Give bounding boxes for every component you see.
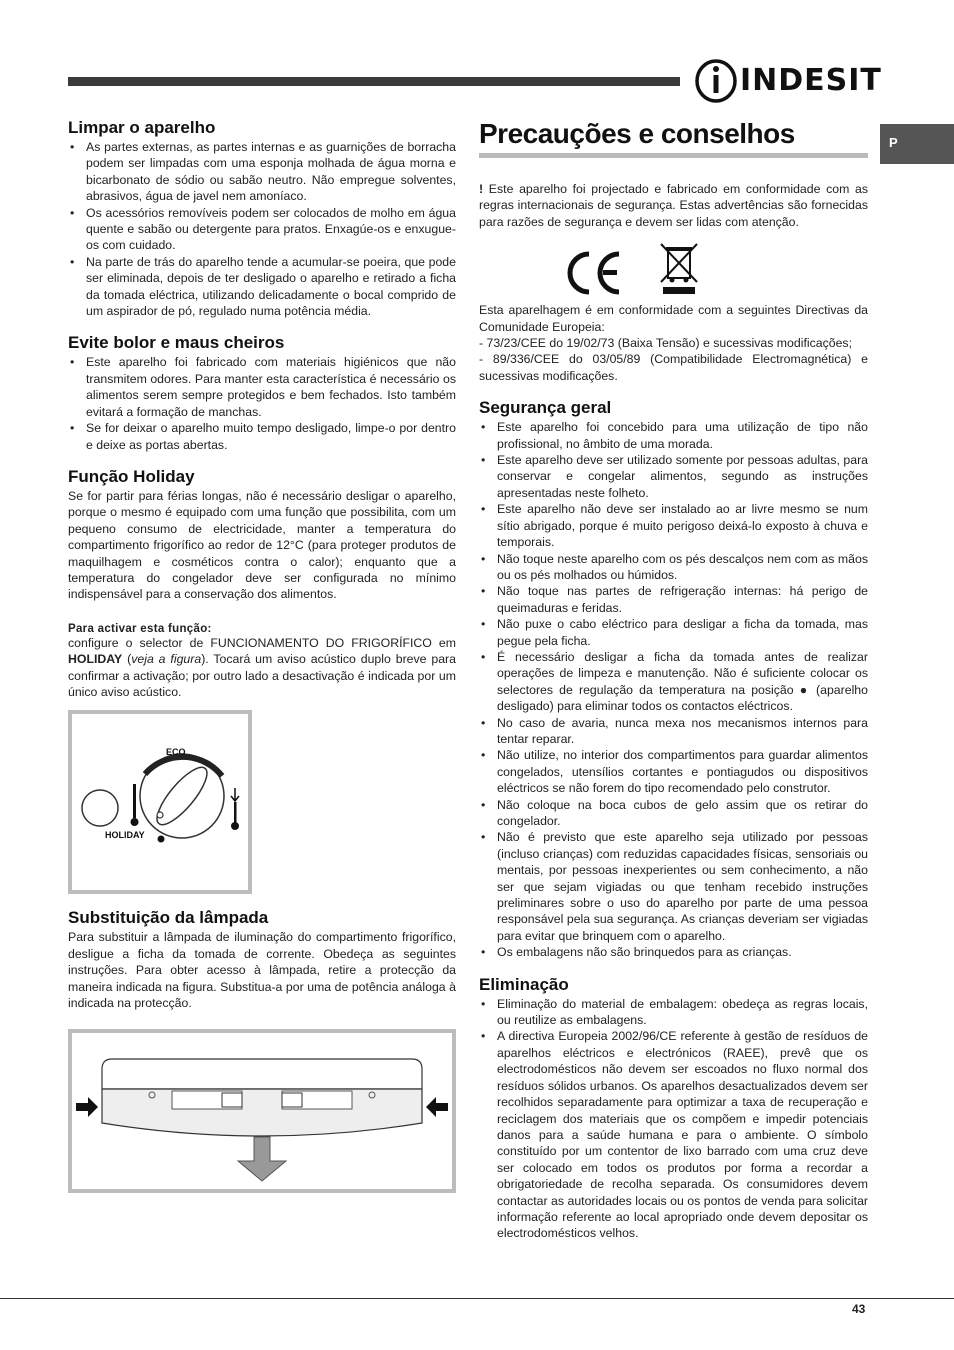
section-lampada — [68, 908, 456, 1193]
page-title: Precauções e conselhos — [479, 118, 795, 149]
section-title: Função Holiday — [68, 466, 195, 486]
page-number: 43 — [852, 1302, 866, 1316]
right-column — [479, 118, 868, 1242]
figure-reference: veja a figura — [131, 652, 202, 667]
subheading: Para activar esta função: — [68, 622, 212, 635]
section-title: Substituição da lâmpada — [68, 908, 269, 928]
weee-bin-icon — [657, 240, 701, 296]
list-item: • Não toque nas partes de refrigeração internas: há perigo de queimaduras e feridas. — [479, 583, 868, 616]
list-item: • Este aparelho foi concebido para uma utilização de tipo não profissional, no âmbito de uma morada. — [479, 419, 868, 452]
directives-line: - 89/336/CEE do 03/05/89 (Compatibilidade Electromagnética) e sucessivas modificações. — [479, 352, 868, 383]
text-span: ( — [127, 652, 132, 667]
holiday-keyword: HOLIDAY — [68, 652, 123, 667]
list-item: • Não utilize, no interior dos compartimentos para guardar alimentos congelados, utensílios cortantes e pontiagudos ou dispositivos eléctricos se não forem do tipo recomendado pelo construtor. — [479, 747, 868, 796]
list-item: • Este aparelho foi fabricado com materiais higiénicos que não transmitem odores. Para manter esta característica é necessário os alimentos serem sempre protegidos e bem fechados. Isto também evitará a formação de manchas. — [68, 354, 456, 420]
lamp-cover-icon — [72, 1033, 452, 1189]
list-item: • Não é previsto que este aparelho seja utilizado por pessoas (incluso crianças) com reduzidas capacidades físicas, sensoriais ou mentais, por pessoas inexperientes ou sem conhecimento, a não ser que sejam vigiadas ou que tenham recebido instruções preliminares sobre o uso do aparelho por parte de uma pessoa responsável pela sua segurança. As crianças deveriam ser vigiadas para evitar que brinquem com o aparelho. — [479, 829, 868, 944]
list-item: • No caso de avaria, nunca mexa nos mecanismos internos para tentar reparar. — [479, 715, 868, 748]
certification-icons — [479, 240, 868, 302]
directives-line: - 73/23/CEE do 19/02/73 (Baixa Tensão) e sucessivas modificações; — [479, 336, 852, 351]
list-item: • Não puxe o cabo eléctrico para desligar a ficha da tomada, mas pegue pela ficha. — [479, 616, 868, 649]
bullet-list — [68, 354, 456, 452]
paragraph — [68, 635, 456, 701]
section-title: Eliminação — [479, 974, 569, 994]
list-item: • A directiva Europeia 2002/96/CE referente à gestão de resíduos de aparelhos eléctricos e electrónicos (RAEE), prevê que os electrodomésticos não devem ser escoados no fluxo normal dos resíduos sólidos urbanos. Os aparelhos desactualizados devem ser recolhidos separadamente para optimizar a taxa de recuperação e reciclagem dos materiais que os compõem e impedir potenciais danos para a saúde humana e para o ambiente. O símbolo constituído por um contentor de lixo barrado com uma cruz deve ser colocado em todos os produtos por forma a recordar a obrigatoriedade de recolha separada. Os consumidores devem contactar as autoridades locais ou os pontos de venda para solicitar informação referente ao local apropriado onde devem depositar os electrodomésticos velhos. — [479, 1028, 868, 1241]
title-underline — [479, 153, 868, 158]
directives-line: Esta aparelhagem é em conformidade com a seguintes Directivas da Comunidade Europeia: — [479, 303, 868, 334]
section-holiday — [68, 467, 456, 894]
text-span: ). Tocará um aviso acústico duplo breve para confirmar a activação; por outro lado a desactivação é indicada por um único aviso acústico. — [68, 652, 456, 699]
holiday-label: HOLIDAY — [105, 830, 145, 841]
footer-rule — [0, 1298, 954, 1299]
list-item: • Este aparelho não deve ser instalado ao ar livre mesmo se num sítio abrigado, porque é muito perigoso deixá-lo exposto à chuva e temporais. — [479, 501, 868, 550]
bullet-list — [479, 419, 868, 960]
bullet-list — [479, 996, 868, 1242]
section-title: Segurança geral — [479, 398, 612, 418]
eco-label: ECO — [166, 747, 186, 758]
intro-paragraph — [479, 181, 868, 230]
intro-text: Este aparelho foi projectado e fabricado em conformidade com as regras internacionais de segurança. Estas advertências são fornecidas para razões de segurança e devem ser lidas com atenção. — [479, 182, 868, 229]
section-limpar — [68, 118, 456, 319]
header-bar — [68, 77, 680, 86]
list-item: • Se for deixar o aparelho muito tempo desligado, limpe-o por dentro e deixe as portas abertas. — [68, 420, 456, 453]
language-tab[interactable]: P — [880, 124, 954, 164]
list-item: • Não toque neste aparelho com os pés descalços nem com as mãos ou os pés molhados ou húmidos. — [479, 551, 868, 584]
list-item: • Este aparelho deve ser utilizado somente por pessoas adultas, para conservar e congelar alimentos, segundo as instruções apresentadas neste folheto. — [479, 452, 868, 501]
list-item: • Os embalagens não são brinquedos para as crianças. — [479, 944, 868, 960]
brand-name: INDESIT — [740, 63, 882, 98]
list-item: • É necessário desligar a ficha da tomada antes de realizar operações de limpeza e manutenção. Não é suficiente colocar os selectores de regulação da temperatura na posição ● (aparelho desligado) para eliminar todos os contactos eléctricos. — [479, 649, 868, 715]
paragraph: Para substituir a lâmpada de iluminação do compartimento frigorífico, desligue a ficha da tomada de corrente. Obedeça as seguintes instruções. Para obter acesso à lâmpada, retire a protecção da maneira indicada na figura. Substitua-a por uma de potência análoga à indicada na protecção. — [68, 930, 456, 1010]
section-eliminacao — [479, 975, 868, 1242]
left-column — [68, 118, 456, 1193]
section-seguranca — [479, 398, 868, 960]
holiday-dial-figure — [68, 710, 252, 894]
warning-mark: ! — [479, 182, 484, 196]
paragraph: Se for partir para férias longas, não é necessário desligar o aparelho, porque o mesmo é equipado com uma função que possibilita, com um pequeno consumo de electricidade, manter a temperatura do compartimento frigorífico ao redor de 12°C (para proteger produtos de maquilhagem e cosméticos contra o calor); enquanto que a temperatura do congelador deve ser configurada no mínimo indispensável para a conservação dos alimentos. — [68, 488, 456, 602]
section-title: Limpar o aparelho — [68, 118, 216, 137]
lamp-cover-figure — [68, 1029, 456, 1193]
section-bolor — [68, 333, 456, 452]
text-span: configure o selector de FUNCIONAMENTO DO FRIGORÍFICO em — [68, 635, 456, 650]
section-title: Evite bolor e maus cheiros — [68, 333, 285, 353]
list-item: • Os acessórios removíveis podem ser colocados de molho em água quente e sabão ou detergente para pratos. Enxagúe-os e enxugue-os com cuidado. — [68, 205, 456, 254]
thermostat-dial-icon — [72, 714, 248, 890]
list-item: • Eliminação do material de embalagem: obedeça as regras locais, ou reutilize as embalagens. — [479, 996, 868, 1029]
list-item: • As partes externas, as partes internas e as guarnições de borracha podem ser limpadas com uma esponja molhada de água morna e bicarbonato de sódio ou sabão neutro. Não empregue solventes, abrasivos, água de javel nem amoníaco. — [68, 139, 456, 205]
list-item: • Na parte de trás do aparelho tende a acumular-se poeira, que pode ser eliminada, depois de ter desligado o aparelho e retirado a ficha da tomada eléctrica, utilizando delicadamente o bocal comprido de um aspirador de pó, regulado numa potência média. — [68, 254, 456, 320]
list-item: • Não coloque na boca cubos de gelo assim que os retirar do congelador. — [479, 797, 868, 830]
ce-mark-icon — [565, 248, 625, 298]
bullet-list — [68, 139, 456, 319]
